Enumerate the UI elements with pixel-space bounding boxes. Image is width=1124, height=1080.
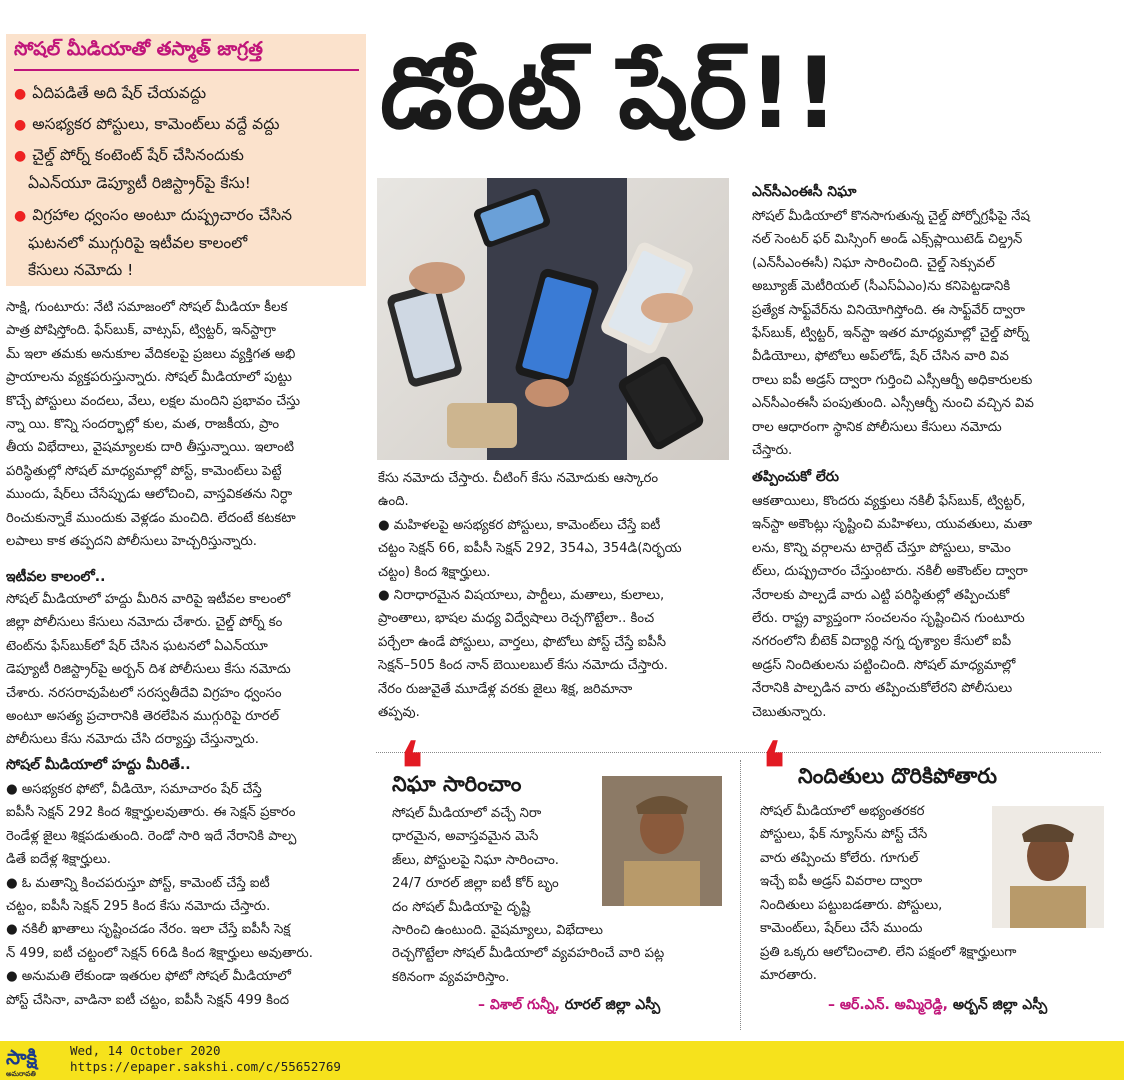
- text-line: రాలు ఐపీ అడ్రస్ ద్వారా గుర్తించి ఎస్సీఆర్బీ అధికారులకు: [752, 372, 1033, 388]
- text-line: నిందితులు పట్టుబడతారు. పోస్టులు,: [760, 897, 943, 913]
- phone-icon: [386, 282, 464, 388]
- text-line: ● నకిలీ ఖాతాలు సృష్టించడం నేరం. ఇలా చేస్తే ఐపీసీ సెక్ష: [6, 922, 291, 938]
- text-line: అంటూ అసత్య ప్రచారానికి తెరలేపిన ముగ్గురిపై రూరల్: [6, 709, 280, 725]
- text-line: దం సోషల్ మీడియాపై దృష్టి: [392, 899, 531, 915]
- text-line: ఎన్‌సీఎంఈసీ పంపుతుంది. ఎస్సీఆర్బీ నుంచి వచ్చిన వివ: [752, 396, 1034, 412]
- text-line: డెప్యూటీ రిజిస్ట్రార్‌పై అర్బన్ దిశ పోలీసులు కేసు నమోదు: [6, 662, 291, 678]
- text-line: నేరాలకు పాల్పడే వారు ఎట్టి పరిస్థితుల్లో తప్పించుకో: [752, 587, 1010, 603]
- text-line: సోషల్ మీడియాలో అభ్యంతరకర: [760, 804, 925, 819]
- quote-right-attribution: – ఆర్.ఎన్. అమ్మిరెడ్డి, అర్బన్ జిల్లా ఎస్పీ: [828, 997, 1048, 1013]
- text-line: ● ఓ మతాన్ని కించపరుస్తూ పోస్ట్, కామెంట్ చేస్తే ఐటీ: [6, 875, 270, 891]
- text-line: ● మహిళలపై అసభ్యకర పోస్టులు, కామెంట్‌లు చేస్తే ఐటీ: [378, 517, 661, 533]
- text-line: చట్టం సెక్షన్ 66, ఐపీసీ సెక్షన్ 292, 354ఎ, 354డి(నిర్భయ: [378, 541, 682, 557]
- hand: [409, 262, 465, 294]
- text-line: సాక్షి, గుంటూరు: నేటి సమాజంలో సోషల్ మీడియా కీలక: [6, 300, 288, 315]
- text-line: కఠినంగా వ్యవహరిస్తాం.: [392, 969, 510, 985]
- text-line: సోషల్ మీడియాలో హద్దు మీరిన వారిపై ఇటీవల కాలంలో: [6, 592, 291, 607]
- quote-right-body-top: [760, 800, 988, 940]
- quote-left-attribution: – విశాల్ గున్నీ, రూరల్ జిల్లా ఎస్పీ: [478, 997, 661, 1013]
- text-line: నగరంలోని బీటెక్ విద్యార్థి నగ్న దృశ్యాల కేసులో ఐపీ: [752, 634, 1012, 650]
- text-line: ప్రాంతాలు, భాషల మధ్య విద్వేషాలు రెచ్చగొట్టేలా.. కించ: [378, 611, 655, 627]
- text-line: లపాలు కాక తప్పదని పోలీసులు హెచ్చరిస్తున్నారు.: [6, 534, 258, 550]
- text-line: జిల్లా పోలీసులు కేసులు నమోదు చేశారు. చైల్డ్ పోర్న్ కం: [6, 615, 283, 631]
- text-line: చెబుతున్నారు.: [752, 704, 827, 720]
- hand: [525, 379, 569, 407]
- text-line: ఆకతాయిలు, కొందరు వ్యక్తులు నకిలీ ఫేస్‌బుక్, ట్విట్టర్,: [752, 494, 1026, 509]
- subheading-limits: సోషల్ మీడియాలో హద్దు మీరితే..: [6, 757, 191, 773]
- text-line: ఫేస్‌బుక్, ట్విట్టర్, ఇన్‌స్టా ఇతర మాధ్యమాల్లో చైల్డ్ పోర్న్: [752, 326, 1029, 342]
- quote-mark-icon: ❛: [760, 726, 788, 816]
- text-line: ఉంది.: [378, 494, 409, 510]
- text-line: పరిస్థితుల్లో సోషల్ మాధ్యమాల్లో పోస్ట్, కామెంట్‌లు పెట్టే: [6, 463, 282, 479]
- text-line: కొచ్చే పోస్టులు వందలు, వేలు, లక్షల మందిని ప్రభావం చేస్తు: [6, 393, 301, 409]
- penalties-paragraph: [6, 778, 364, 1012]
- text-line: చేశారు. నరసరావుపేటలో సరస్వతీదేవి విగ్రహం ధ్వంసం: [6, 685, 282, 701]
- text-line: రెండేళ్ల జైలు శిక్షపడుతుంది. రెండో సారి ఇదే నేరానికి పాల్ప: [6, 828, 297, 844]
- text-line: కేసు నమోదు చేస్తారు. చీటింగ్ కేసు నమోదుకు ఆస్కారం: [378, 471, 659, 486]
- subheading-recent: ఇటీవల కాలంలో..: [6, 569, 106, 585]
- highlight-bullet: ● విగ్రహాల ధ్వంసం అంటూ దుష్ప్రచారం చేసిన ఘటనలో ముగ్గురిపై ఇటీవల కాలంలో కేసులు నమోదు !: [14, 206, 293, 279]
- text-line: ఇచ్చే ఐపీ అడ్రస్ వివరాల ద్వారా: [760, 874, 923, 890]
- text-line: నేరానికి పాల్పడిన వారు తప్పించుకోలేరని పోలీసులు: [752, 681, 1013, 697]
- text-line: రాల ఆధారంగా స్థానిక పోలీసులు కేసులు నమోదు: [752, 419, 1002, 435]
- quote-left-body-top: [392, 802, 602, 919]
- text-line: చట్టం) కింద శిక్షార్హులు.: [378, 564, 491, 580]
- text-line: మ్ ఇలా తమకు అనుకూల వేదికలపై ప్రజలు వ్యక్తిగత అభి: [6, 346, 296, 362]
- text-line: టెంట్‌ను ఫేస్‌బుక్‌లో షేర్ చేసిన ఘటనలో ఏఎన్‌యూ: [6, 638, 268, 654]
- text-line: సోషల్ మీడియాలో వచ్చే నిరా: [392, 806, 542, 821]
- headline: డోంట్ షేర్!!: [380, 37, 840, 151]
- bullet-dot-icon: ●: [14, 208, 27, 224]
- text-line: ప్రాయాలను వ్యక్తపరుస్తున్నారు. సోషల్ మీడియాలో పుట్టు: [6, 370, 292, 386]
- text-line: సోషల్ మీడియాలో కొనసాగుతున్న చైల్డ్ పోర్నోగ్రఫీపై నేష: [752, 209, 1030, 224]
- sp-urban-portrait: [992, 806, 1104, 928]
- hand: [641, 293, 693, 323]
- highlights-title: సోషల్ మీడియాతో తస్మాత్ జాగ్రత్త: [14, 38, 359, 71]
- highlight-bullet: ● ఏదిపడితే అది షేర్ చేయవద్దు: [14, 84, 207, 102]
- highlight-bullet: ● అసభ్యకర పోస్టులు, కామెంట్‌లు వద్దే వద్దు: [14, 115, 280, 133]
- quote-right-title: నిందితులు దొరికిపోతారు: [798, 764, 998, 788]
- bullet-dot-icon: ●: [14, 148, 27, 164]
- text-line: డితే ఐదేళ్ల శిక్షార్హులు.: [6, 852, 111, 868]
- text-line: న్ 499, ఐటీ చట్టంలో సెక్షన్ 66డి కింద శిక్షార్హులు అవుతారు.: [6, 945, 313, 961]
- text-line: వీడియోలు, ఫోటోలు అప్‌లోడ్, షేర్ చేసిన వారి వివ: [752, 349, 1009, 365]
- text-line: అడ్రస్ నిందితులను పట్టించింది. సోషల్ మాధ్యమాల్లో: [752, 657, 1016, 673]
- text-line: మారతారు.: [760, 968, 817, 984]
- quote-mark-icon: ❛: [398, 726, 426, 816]
- text-line: తప్పవు.: [378, 705, 420, 721]
- text-line: ● నిరాధారమైన విషయాలు, పార్టీలు, మతాలు, కులాలు,: [378, 588, 665, 604]
- quote-left-title: నిఘా సారించాం: [392, 772, 522, 796]
- text-line: పోస్టులు, ఫేక్ న్యూస్‌ను పోస్ట్ చేసే: [760, 827, 928, 843]
- cannot-escape-paragraph: [752, 490, 1104, 724]
- intro-paragraph: [6, 296, 364, 553]
- text-line: అబ్యూజ్ మెటీరియల్ (సీఎస్ఏఎం)ను కనిపెట్టడానికి: [752, 279, 1011, 295]
- quote-left-body-bottom: [392, 919, 727, 989]
- recent-cases-paragraph: [6, 588, 364, 752]
- text-line: ట్‌లు, దుష్ప్రచారం చేస్తుంటారు. నకిలీ అకౌంట్‌ల ద్వారా: [752, 564, 1028, 580]
- phone-icon: [447, 403, 517, 448]
- text-line: పోస్ట్ చేసినా, వాడినా ఐటీ చట్టం, ఐపీసీ సెక్షన్ 499 కింద: [6, 992, 290, 1008]
- text-line: లేరు. రాష్ట్ర వ్యాప్తంగా సంచలనం సృష్టించిన గుంటూరు: [752, 611, 1025, 627]
- bullet-dot-icon: ●: [14, 86, 27, 102]
- text-line: జ్‌లు, పోస్టులపై నిఘా సారించాం.: [392, 852, 559, 868]
- text-line: సారించి ఉంటుంది. వైషమ్యాలు, విభేదాలు: [392, 923, 603, 938]
- phone-icon: [616, 354, 706, 452]
- section-divider: [376, 752, 1101, 753]
- highlight-bullet: ● చైల్డ్ పోర్న్ కంటెంట్ షేర్ చేసినందుకు ఏఎన్‌యూ డెప్యూటీ రిజిస్ట్రార్‌పై కేసు!: [14, 146, 251, 192]
- bullet-dot-icon: ●: [14, 117, 27, 133]
- officer-portrait-icon: [602, 776, 722, 906]
- text-line: 24/7 రూరల్ జిల్లా ఐటీ కోర్ బృం: [392, 876, 559, 892]
- sp-rural-portrait: [602, 776, 722, 906]
- text-line: రించుకున్నాకే ముందుకు వెళ్లడం మంచిది. లేదంటే కటకటా: [6, 510, 296, 526]
- penalties-continued-paragraph: [378, 467, 732, 724]
- text-line: ప్రతి ఒక్కరు ఆలోచించాలి. లేని పక్షంలో శిక్షార్హులుగా: [760, 945, 1017, 960]
- text-line: తీయ విభేదాలు, వైషమ్యాలకు దారి తీస్తున్నాయి. ఇలాంటి: [6, 440, 295, 456]
- text-line: ఇన్‌స్టా అకౌంట్లు సృష్టించి మహిళలు, యువతులు, మతా: [752, 517, 1033, 533]
- text-line: ● అనుమతి లేకుండా ఇతరుల ఫోటో సోషల్ మీడియాలో: [6, 969, 291, 985]
- text-line: పాత్ర పోషిస్తోంది. ఫేస్‌బుక్, వాట్సప్, ట్విట్టర్, ఇన్‌స్టాగ్రా: [6, 323, 276, 339]
- text-line: లను, కొన్ని వర్గాలను టార్గెట్ చేస్తూ పోస్టులు, కామెం: [752, 540, 1011, 556]
- text-line: న్నా యి. కొన్ని సందర్భాల్లో కుల, మత, రాజకీయ, ప్రాం: [6, 417, 280, 433]
- text-line: చేస్తారు.: [752, 443, 793, 459]
- text-line: ● అసభ్యకర ఫోటో, వీడియో, సమాచారం షేర్ చేస్తే: [6, 782, 262, 797]
- text-line: (ఎన్‌సీఎంఈసీ) నిఘా సారించింది. చైల్డ్ సెక్సువల్: [752, 255, 995, 271]
- phones-photo: [377, 178, 729, 460]
- text-line: చట్టం, ఐపీసీ సెక్షన్ 295 కింద కేసు నమోదు చేస్తారు.: [6, 899, 271, 915]
- text-line: నల్ సెంటర్ ఫర్ మిస్సింగ్ అండ్ ఎక్స్‌ప్లాయిటెడ్ చిల్డ్రన్: [752, 232, 1023, 248]
- epaper-link[interactable]: https://epaper.sakshi.com/c/55652769: [70, 1059, 341, 1074]
- officer-portrait-icon: [992, 806, 1104, 928]
- text-line: పోలీసులు కేసు నమోదు చేసి దర్యాప్తు చేస్తున్నారు.: [6, 732, 259, 748]
- footer-info: [70, 1043, 341, 1075]
- text-line: సెక్షన్–505 కింద నాన్ బెయిలబుల్ కేసు నమోదు చేస్తారు.: [378, 658, 668, 674]
- ncmec-paragraph: [752, 205, 1104, 462]
- text-line: ఐపీసీ సెక్షన్ 292 కింద శిక్షార్హులవుతారు. ఈ సెక్షన్ ప్రకారం: [6, 805, 296, 821]
- text-line: ధారమైన, అవాస్తవమైన మెసే: [392, 829, 539, 845]
- text-line: వారు తప్పించు కోలేరు. గూగుల్: [760, 850, 919, 866]
- publish-date: Wed, 14 October 2020: [70, 1043, 221, 1058]
- text-line: నేరం రుజువైతే మూడేళ్ల వరకు జైలు శిక్ష, జరిమానా: [378, 681, 633, 697]
- text-line: ప్రత్యేక సాఫ్ట్‌వేర్‌ను వినియోగిస్తోంది. ఈ సాఫ్ట్‌వేర్ ద్వారా: [752, 302, 1025, 318]
- phones-illustration: [377, 178, 729, 460]
- text-line: పర్చేలా ఉండే పోస్టులు, వార్తలు, ఫొటోలు పోస్ట్ చేస్తే ఐపీసీ: [378, 634, 666, 650]
- subheading-ncmec: ఎన్‌సీఎంఈసీ నిఘా: [752, 184, 857, 200]
- text-line: కామెంట్‌లు, షేర్‌లు చేసే ముందు: [760, 921, 923, 937]
- subheading-cannot-escape: తప్పించుకో లేరు: [752, 469, 839, 485]
- column-divider: [740, 760, 741, 1030]
- quote-right-body-bottom: [760, 941, 1104, 988]
- text-line: రెచ్చగొట్టేలా సోషల్ మీడియాలో వ్యవహరించే వారి పట్ల: [392, 946, 665, 962]
- text-line: ముందు, షేర్‌లు చేసేప్పుడు ఆలోచించి, వాస్తవికతను నిర్ధా: [6, 487, 293, 503]
- sakshi-logo: సాక్షి అమరావతి: [6, 1045, 38, 1078]
